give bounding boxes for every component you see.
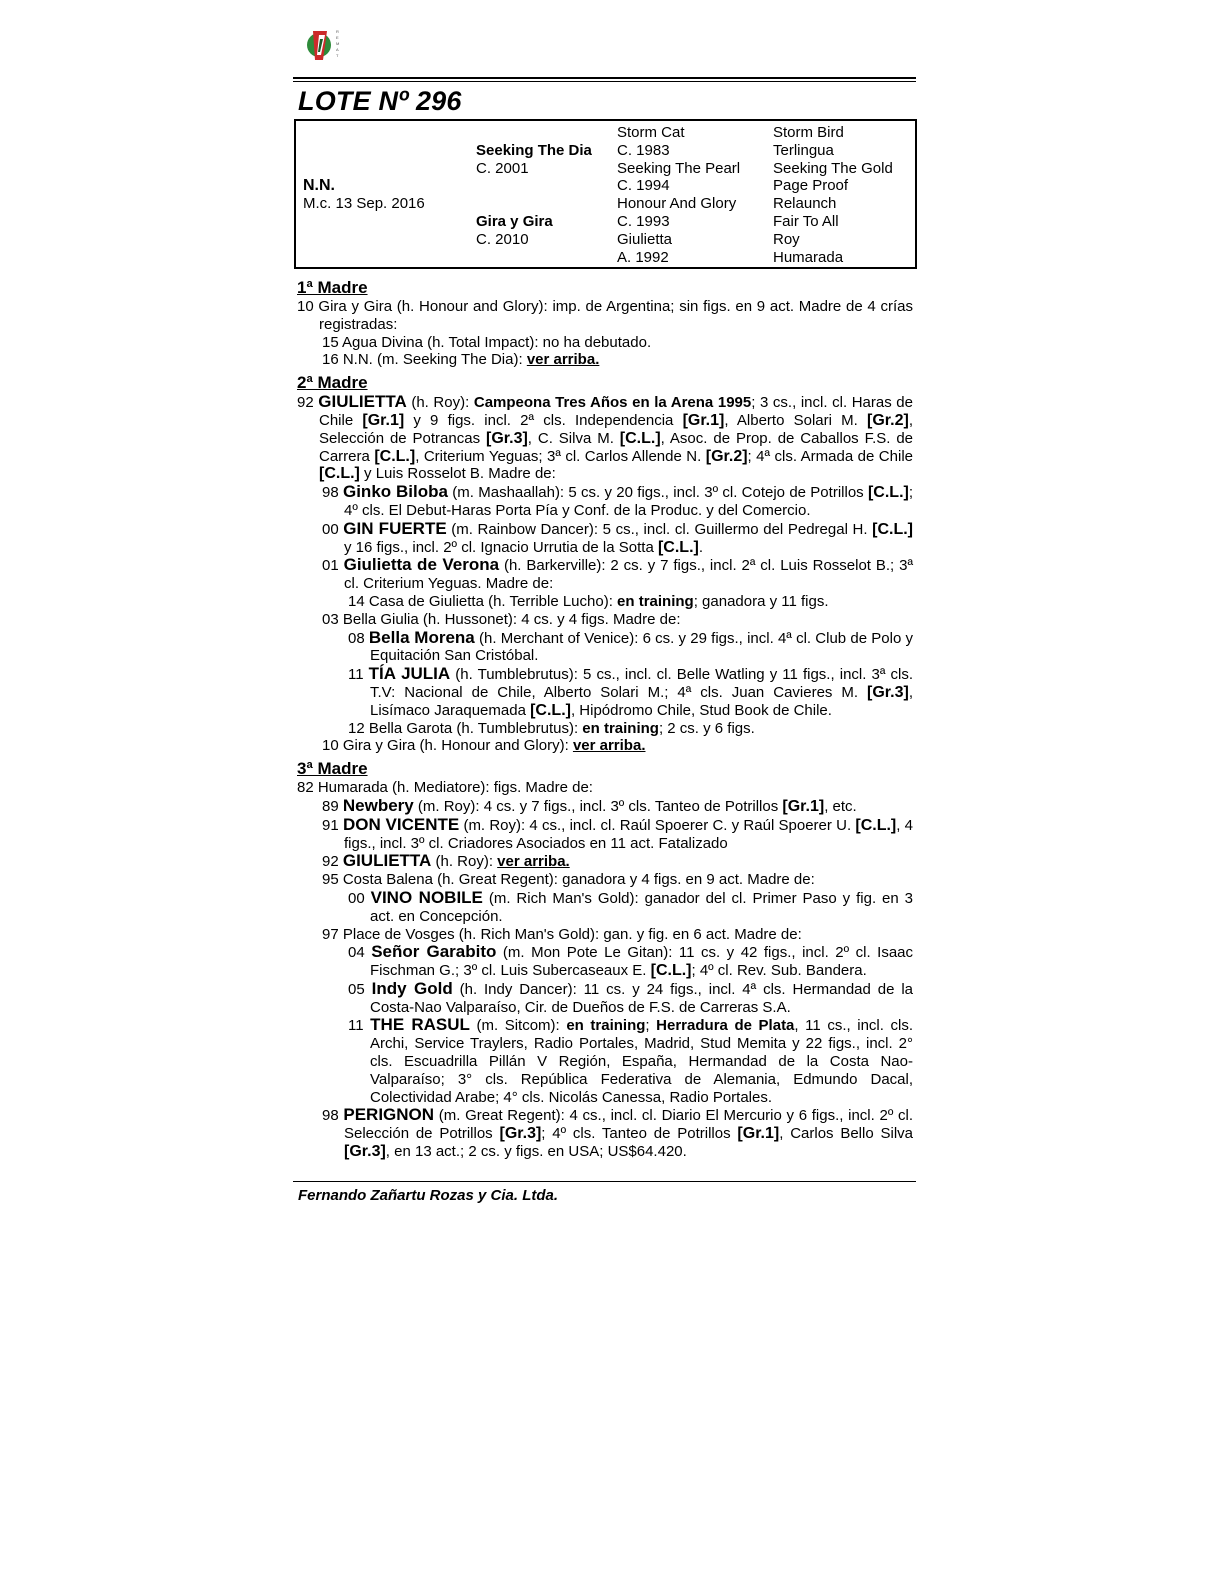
- footer-rule: [293, 1181, 916, 1182]
- gen3-cell: Storm Cat: [617, 124, 685, 141]
- gen4-cell: Humarada: [773, 249, 844, 266]
- produce-entry: 10 Gira y Gira (h. Honour and Glory): ver arriba.: [322, 737, 646, 755]
- gen4-cell: Page Proof: [773, 177, 849, 194]
- horse-info: M.c. 13 Sep. 2016: [303, 195, 425, 212]
- produce-entry: 98 PERIGNON (m. Great Regent): 4 cs., incl. cl. Diario El Mercurio y 6 figs., incl. 2º cl. Selección de Potrillos [Gr.3]; 4º cls. Tanteo de Potrillos [Gr.1], Carlos Bello Silva [Gr.3], en 13 act.; 2 cs. y figs. en USA; US$64.420.: [322, 1105, 914, 1161]
- footer-company: Fernando Zañartu Rozas y Cia. Ltda.: [298, 1187, 559, 1204]
- svg-text:A: A: [336, 47, 339, 52]
- header-rule: [293, 77, 916, 79]
- sire-info: C. 2001: [476, 160, 529, 177]
- produce-entry: 95 Costa Balena (h. Great Regent): ganadora y 4 figs. en 9 act. Madre de:: [322, 871, 815, 889]
- gen3-cell: Honour And Glory: [617, 195, 737, 212]
- header-rule-thin: [293, 81, 916, 82]
- gen4-cell: Seeking The Gold: [773, 160, 893, 177]
- produce-entry: 00 VINO NOBILE (m. Rich Man's Gold): ganador del cl. Primer Paso y fig. en 3 act. en Concepción.: [348, 887, 913, 925]
- produce-entry: 91 DON VICENTE (m. Roy): 4 cs., incl. cl. Raúl Spoerer C. y Raúl Spoerer U. [C.L.], 4 figs., incl. 3º cl. Criadores Asociados en 11 act. Fatalizado: [322, 814, 914, 852]
- produce-entry: 15 Agua Divina (h. Total Impact): no ha debutado.: [322, 333, 652, 351]
- pedigree-table: [294, 119, 917, 269]
- produce-entry: 12 Bella Garota (h. Tumblebrutus): en training; 2 cs. y 6 figs.: [348, 719, 755, 737]
- produce-entry: 11 TÍA JULIA (h. Tumblebrutus): 5 cs., incl. cl. Belle Watling y 11 figs., incl. 3ª cls. T.V: Nacional de Chile, Alberto Solari M.; 4ª cls. Juan Cavieres M. [Gr.3], Lisímaco Jaraquemada [C.L.], Hipódromo Chile, Stud Book de Chile.: [348, 664, 913, 719]
- produce-entry: 97 Place de Vosges (h. Rich Man's Gold): gan. y fig. en 6 act. Madre de:: [322, 925, 802, 943]
- dam-name: Gira y Gira: [476, 213, 553, 230]
- horse-name: N.N.: [303, 177, 335, 194]
- produce-entry: 04 Señor Garabito (m. Mon Pote Le Gitan): 11 cs. y 42 figs., incl. 2º cl. Isaac Fischman G.; 3º cl. Luis Subercaseaux E. [C.L.]; 4º cl. Rev. Sub. Bandera.: [348, 942, 913, 980]
- produce-entry: 89 Newbery (m. Roy): 4 cs. y 7 figs., incl. 3º cls. Tanteo de Potrillos [Gr.1], etc.: [322, 795, 857, 815]
- gen4-cell: Relaunch: [773, 195, 837, 212]
- svg-text:M: M: [336, 41, 340, 46]
- produce-entry: 14 Casa de Giulietta (h. Terrible Lucho): en training; ganadora y 11 figs.: [348, 592, 829, 610]
- produce-entry: 11 THE RASUL (m. Sitcom): en training; Herradura de Plata, 11 cs., incl. cls. Archi, Service Traylers, Radio Portales, Madrid, Stud Memita y 22 figs., incl. 2° cls. Escuadrilla Pillán V Región, España, Hermandad de la Costa Nao-Valparaíso; 3° cls. República Federativa de Alemania, Edmundo Dacal, Colectividad Arabe; 4° cls. Nicolás Canessa, Radio Portales.: [348, 1015, 914, 1106]
- gen4-cell: Terlingua: [773, 142, 834, 159]
- produce-entry: 92 GIULIETTA (h. Roy): ver arriba.: [322, 851, 570, 871]
- produce-entry: 08 Bella Morena (h. Merchant of Venice): 6 cs. y 29 figs., incl. 4ª cl. Club de Polo y Equitación San Cristóbal.: [348, 627, 914, 665]
- dam-entry: 10 Gira y Gira (h. Honour and Glory): imp. de Argentina; sin figs. en 9 act. Madre de 4 crías registradas:: [297, 298, 913, 333]
- produce-entry: 01 Giulietta de Verona (h. Barkerville): 2 cs. y 7 figs., incl. 2ª cl. Luis Rosselot B.; 3ª cl. Criterium Yeguas. Madre de:: [322, 555, 913, 593]
- produce-entry: 98 Ginko Biloba (m. Mashaallah): 5 cs. y 20 figs., incl. 3º cl. Cotejo de Potrillos [C.L.]; 4º cls. El Debut-Haras Porta Pía y Conf. de la Produc. y del Comercio.: [322, 482, 914, 519]
- second-dam-heading: 2ª Madre: [297, 373, 368, 393]
- dam-entry: 82 Humarada (h. Mediatore): figs. Madre de:: [297, 779, 593, 797]
- svg-text:R: R: [336, 29, 339, 34]
- produce-entry: 03 Bella Giulia (h. Hussonet): 4 cs. y 4 figs. Madre de:: [322, 610, 681, 628]
- produce-entry: 05 Indy Gold (h. Indy Dancer): 11 cs. y 24 figs., incl. 4ª cls. Hermandad de la Costa-Nao Valparaíso, Cir. de Dueños de F.S. de Carreras S.A.: [348, 978, 914, 1016]
- gen3-cell: C. 1983: [617, 142, 670, 159]
- svg-text:E: E: [336, 35, 339, 40]
- gen4-cell: Roy: [773, 231, 800, 248]
- catalog-body: [297, 278, 913, 1161]
- produce-entry: 16 N.N. (m. Seeking The Dia): ver arriba.: [322, 351, 600, 369]
- gen3-cell: Seeking The Pearl: [617, 160, 741, 177]
- dam-entry: 92 GIULIETTA (h. Roy): Campeona Tres Años en la Arena 1995; 3 cs., incl. cl. Haras de Chile [Gr.1] y 9 figs. incl. 2ª cls. Independencia [Gr.1], Alberto Solari M. [Gr.2], Selección de Potrancas [Gr.3], C. Silva M. [C.L.], Asoc. de Prop. de Caballos F.S. de Carrera [C.L.], Criterium Yeguas; 3ª cl. Carlos Allende N. [Gr.2]; 4ª cls. Armada de Chile [C.L.] y Luis Rosselot B. Madre de:: [297, 392, 914, 483]
- sire-name: Seeking The Dia: [476, 142, 592, 159]
- svg-text:T: T: [336, 53, 339, 58]
- red-green-horse-logo: [305, 27, 345, 63]
- produce-entry: 00 GIN FUERTE (m. Rainbow Dancer): 5 cs., incl. cl. Guillermo del Pedregal H. [C.L.] y 16 figs., incl. 2º cl. Ignacio Urrutia de la Sotta [C.L.].: [322, 518, 913, 556]
- gen3-cell: C. 1993: [617, 213, 670, 230]
- gen3-cell: Giulietta: [617, 231, 673, 248]
- first-dam-heading: 1ª Madre: [297, 278, 368, 297]
- gen3-cell: A. 1992: [617, 249, 669, 266]
- dam-info: C. 2010: [476, 231, 529, 248]
- gen4-cell: Fair To All: [773, 213, 839, 230]
- lote-title: LOTE Nº 296: [298, 86, 462, 116]
- gen3-cell: C. 1994: [617, 177, 670, 194]
- gen4-cell: Storm Bird: [773, 124, 844, 141]
- third-dam-heading: 3ª Madre: [297, 759, 368, 779]
